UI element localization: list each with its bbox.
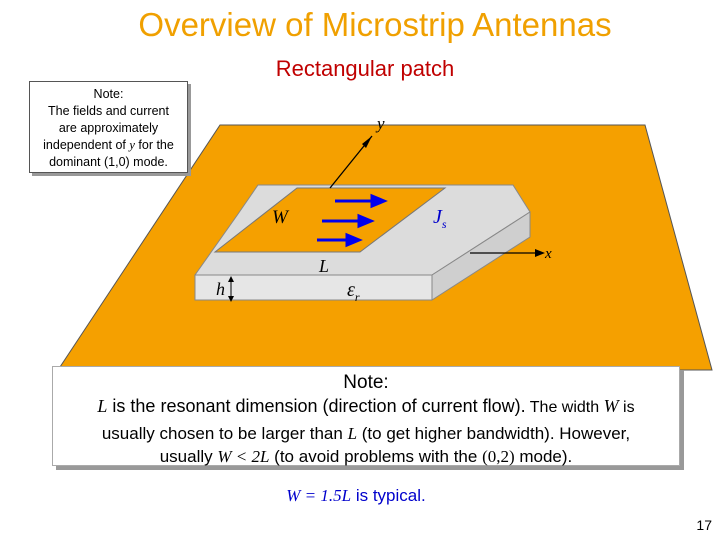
label-eps-main: ε [347,279,355,301]
note-big-l3-post: mode). [514,447,573,466]
note-big-l2-post: (to get higher bandwidth). However, [357,424,631,443]
note-big-l1-var2: W [603,396,619,416]
label-Js-main: J [433,206,442,228]
page-number: 17 [696,517,712,533]
label-x: x [545,246,552,262]
note-big-heading: Note: [343,372,389,393]
note-small-line3-pre: independent of [43,138,126,152]
note-big-l1-end: is [618,399,635,416]
note-big-l3-mid: (to avoid problems with the [269,447,483,466]
note-big-l3-expr: W < 2L [217,447,270,466]
typical-text: is typical. [351,486,426,505]
note-big-l1-text: is the resonant dimension (direction of current flow). [107,396,526,416]
note-small-line2: are approximately [58,121,159,135]
note-big-l1-small: The width [525,399,604,416]
note-small-line4: dominant (1,0) mode. [49,155,168,169]
note-big-l2-var: L [347,424,358,443]
label-L: L [319,256,330,276]
label-Js [433,206,447,232]
slide-title: Overview of Microstrip Antennas [138,6,612,43]
label-W: W [272,207,288,228]
label-y: y [377,114,385,133]
note-small-heading: Note: [93,87,124,101]
note-small-line3-var: y [129,138,135,152]
note-big-line1 [53,394,679,420]
label-eps-sub: r [354,290,360,304]
note-small-line1: The fields and current [48,104,169,118]
note-big-l2-pre: usually chosen to be larger than [101,424,348,443]
note-big-line2 [53,422,679,446]
note-small-line3-post: for the [134,138,174,152]
note-big-l1-var: L [97,396,108,416]
note-big-l3-pre: usually [159,447,218,466]
slide-subtitle: Rectangular patch [275,56,455,81]
label-h: h [216,279,225,299]
note-big-l3-mode: (0,2) [482,447,515,466]
label-epsilon-r [347,279,360,305]
typical-ratio-note [0,486,712,506]
note-small-box [29,81,188,173]
typical-expr: W = 1.5L [286,486,352,505]
label-Js-sub: s [441,217,447,231]
note-big-line3 [53,446,679,468]
note-small-line3 [30,137,187,154]
note-big-box [52,366,680,466]
